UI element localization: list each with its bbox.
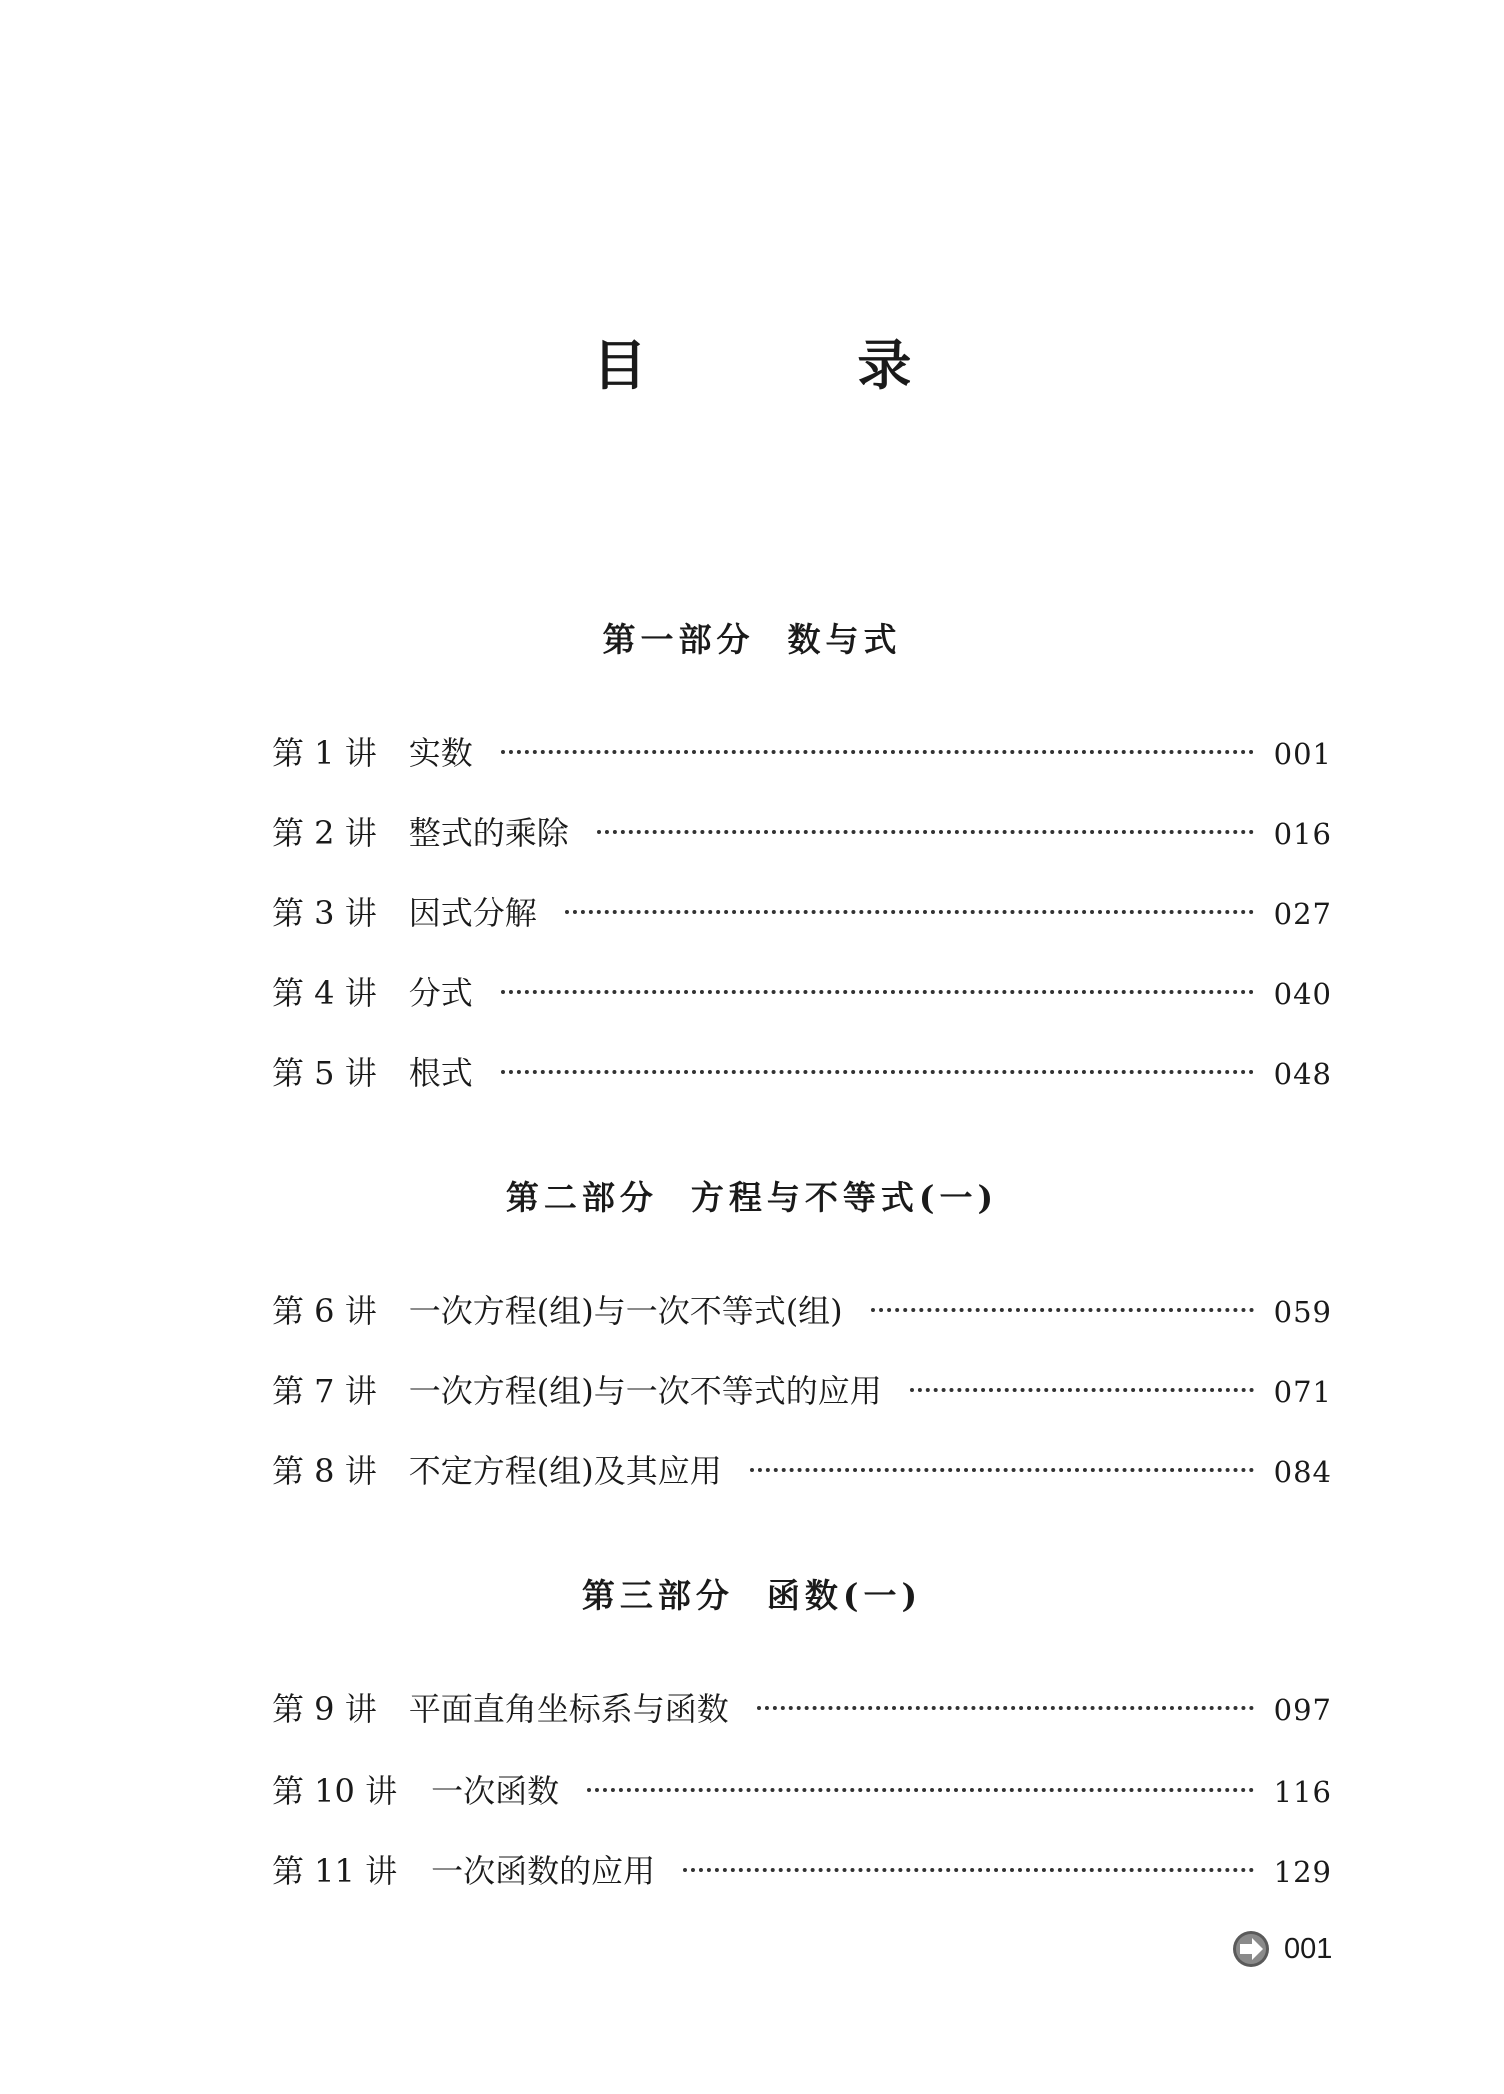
chapter-title: 一次方程(组)与一次不等式的应用	[408, 1372, 882, 1410]
part-heading: 第一部分 数与式	[602, 620, 902, 659]
toc-entry[interactable]	[272, 731, 1332, 775]
dot-leader	[587, 1788, 1254, 1792]
page-number: 027	[1273, 897, 1332, 931]
chapter-number: 第 7 讲	[272, 1372, 377, 1410]
page-number: 001	[1273, 737, 1332, 771]
toc-entry[interactable]	[272, 1051, 1332, 1095]
toc-entry[interactable]	[272, 1849, 1332, 1893]
chapter-title: 一次函数的应用	[431, 1852, 656, 1890]
footer-page-number: 001	[1284, 1932, 1333, 1965]
chapter-number: 第 8 讲	[272, 1452, 377, 1490]
page-number: 040	[1273, 977, 1332, 1011]
footer-page-marker	[1232, 1930, 1332, 1968]
page-number: 071	[1273, 1375, 1332, 1409]
chapter-number: 第 2 讲	[272, 814, 377, 852]
chapter-number: 第 4 讲	[272, 974, 377, 1012]
dot-leader	[501, 750, 1254, 754]
dot-leader	[871, 1308, 1254, 1312]
page-number: 116	[1273, 1775, 1332, 1809]
chapter-number: 第 9 讲	[272, 1690, 377, 1728]
chapter-title: 一次函数	[431, 1772, 560, 1810]
chapter-number: 第 11 讲	[272, 1852, 398, 1890]
chapter-title: 根式	[408, 1054, 473, 1092]
dot-leader	[501, 990, 1254, 994]
page-number: 016	[1273, 817, 1332, 851]
chapter-title: 因式分解	[408, 894, 537, 932]
chapter-title: 一次方程(组)与一次不等式(组)	[408, 1292, 843, 1330]
chapter-title: 分式	[408, 974, 473, 1012]
chapter-number: 第 10 讲	[272, 1772, 398, 1810]
chapter-number: 第 3 讲	[272, 894, 377, 932]
part-heading: 第二部分 方程与不等式(一)	[505, 1178, 999, 1217]
page-number: 048	[1273, 1057, 1332, 1091]
dot-leader	[501, 1070, 1254, 1074]
arrow-right-circle-icon	[1232, 1930, 1270, 1968]
page-title: 目 录	[592, 333, 1008, 397]
toc-entry[interactable]	[272, 891, 1332, 935]
chapter-number: 第 6 讲	[272, 1292, 377, 1330]
page-number: 084	[1273, 1455, 1332, 1489]
toc-entry[interactable]	[272, 1449, 1332, 1493]
chapter-number: 第 5 讲	[272, 1054, 377, 1092]
chapter-title: 不定方程(组)及其应用	[408, 1452, 722, 1490]
dot-leader	[757, 1706, 1254, 1710]
toc-entry[interactable]	[272, 1769, 1332, 1813]
chapter-number: 第 1 讲	[272, 734, 377, 772]
toc-entry[interactable]	[272, 1289, 1332, 1333]
toc-entry[interactable]	[272, 971, 1332, 1015]
chapter-title: 实数	[408, 734, 473, 772]
page-number: 059	[1273, 1295, 1332, 1329]
toc-entry[interactable]	[272, 811, 1332, 855]
page-number: 129	[1273, 1855, 1332, 1889]
dot-leader	[565, 910, 1254, 914]
toc-entry[interactable]	[272, 1687, 1332, 1731]
chapter-title: 整式的乘除	[408, 814, 569, 852]
dot-leader	[910, 1388, 1254, 1392]
part-heading: 第三部分 函数(一)	[581, 1576, 923, 1615]
dot-leader	[683, 1868, 1254, 1872]
dot-leader	[750, 1468, 1254, 1472]
chapter-title: 平面直角坐标系与函数	[408, 1690, 729, 1728]
page-number: 097	[1273, 1693, 1332, 1727]
dot-leader	[597, 830, 1254, 834]
toc-entry[interactable]	[272, 1369, 1332, 1413]
